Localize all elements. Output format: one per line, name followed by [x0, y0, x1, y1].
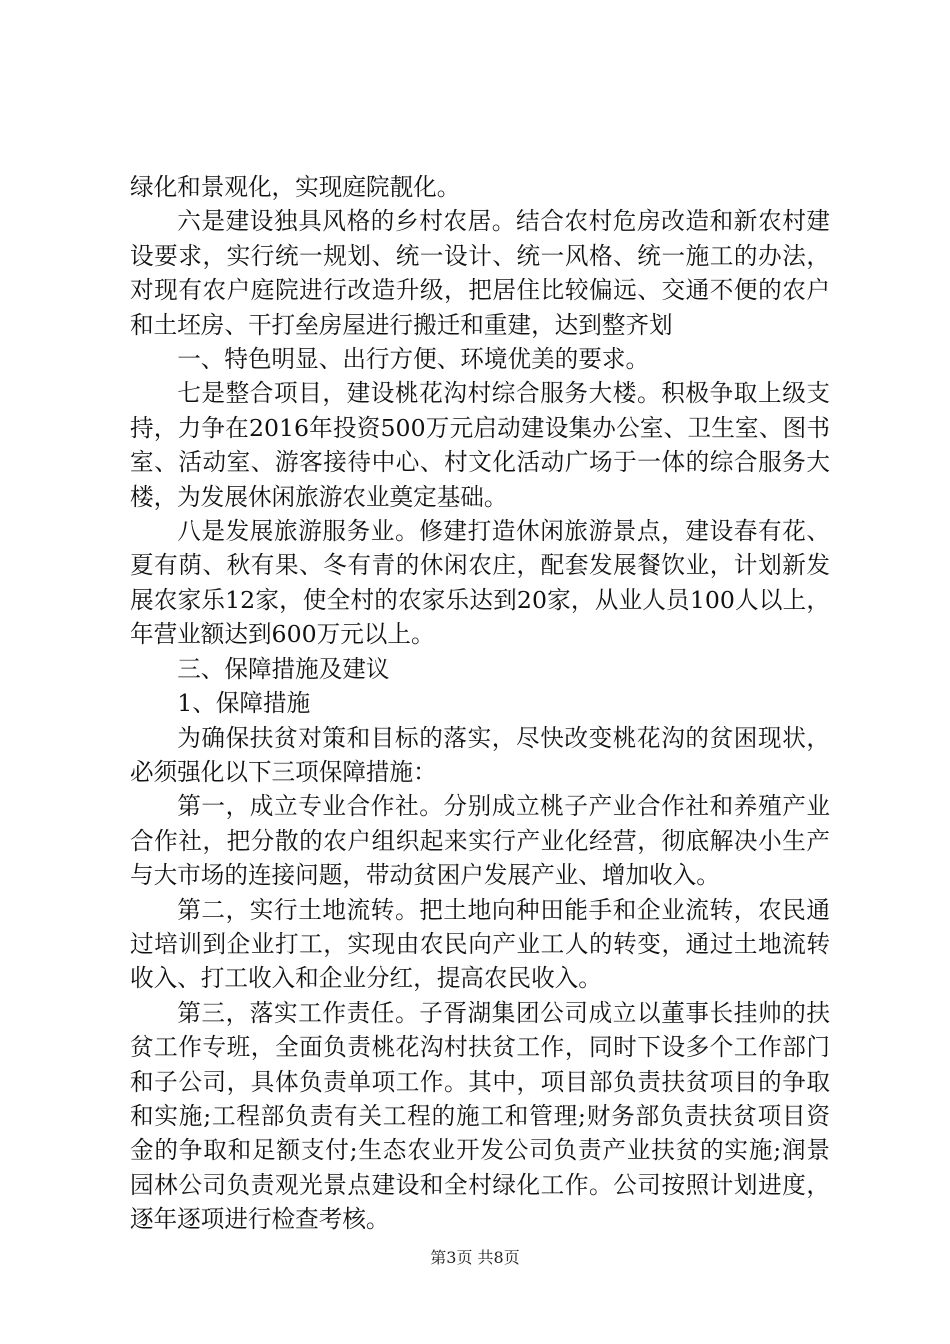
paragraph-measure-one: 第一，成立专业合作社。分别成立桃子产业合作社和养殖产业合作社，把分散的农户组织起来实行产业化经营，彻底解决小生产与大市场的连接问题，带动贫困户发展产业、增加收入。: [130, 792, 830, 890]
section-heading-guarantee: 三、保障措施及建议: [177, 654, 390, 683]
document-body: [130, 170, 830, 1237]
page-number-footer: 第3页 共8页: [430, 1248, 520, 1267]
paragraph-measure-three: 第三，落实工作责任。子胥湖集团公司成立以董事长挂帅的扶贫工作专班，全面负责桃花沟村扶贫工作，同时下设多个工作部门和子公司，具体负责单项工作。其中，项目部负责扶贫项目的争取和实施;工程部负责有关工程的施工和管理;财务部负责扶贫项目资金的争取和足额支付;生态农业开发公司负责产业扶贫的实施;润景园林公司负责观光景点建设和全村绿化工作。公司按照计划进度，逐年逐项进行检查考核。: [130, 998, 830, 1234]
paragraph-item-six-end: 一、特色明显、出行方便、环境优美的要求。: [177, 345, 650, 374]
paragraph-continuation: 绿化和景观化，实现庭院靓化。: [130, 173, 461, 201]
subsection-heading-measures: 1、保障措施: [177, 689, 311, 718]
paragraph-measure-two: 第二，实行土地流转。把土地向种田能手和企业流转，农民通过培训到企业打工，实现由农民向产业工人的转变，通过土地流转收入、打工收入和企业分红，提高农民收入。: [130, 895, 830, 993]
paragraph-item-six: 六是建设独具风格的乡村农居。结合农村危房改造和新农村建设要求，实行统一规划、统一设计、统一风格、统一施工的办法，对现有农户庭院进行改造升级，把居住比较偏远、交通不便的农户和土坯房、干打垒房屋进行搬迁和重建，达到整齐划: [130, 207, 830, 339]
paragraph-item-seven: 七是整合项目，建设桃花沟村综合服务大楼。积极争取上级支持，力争在2016年投资500万元启动建设集办公室、卫生室、图书室、活动室、游客接待中心、村文化活动广场于一体的综合服务大楼，为发展休闲旅游农业奠定基础。: [130, 379, 830, 511]
paragraph-intro-measures: 为确保扶贫对策和目标的落实，尽快改变桃花沟的贫困现状，必须强化以下三项保障措施：: [130, 723, 830, 786]
paragraph-item-eight: 八是发展旅游服务业。修建打造休闲旅游景点，建设春有花、夏有荫、秋有果、冬有青的休闲农庄，配套发展餐饮业，计划新发展农家乐12家，使全村的农家乐达到20家，从业人员100人以上，年营业额达到600万元以上。: [130, 517, 830, 649]
